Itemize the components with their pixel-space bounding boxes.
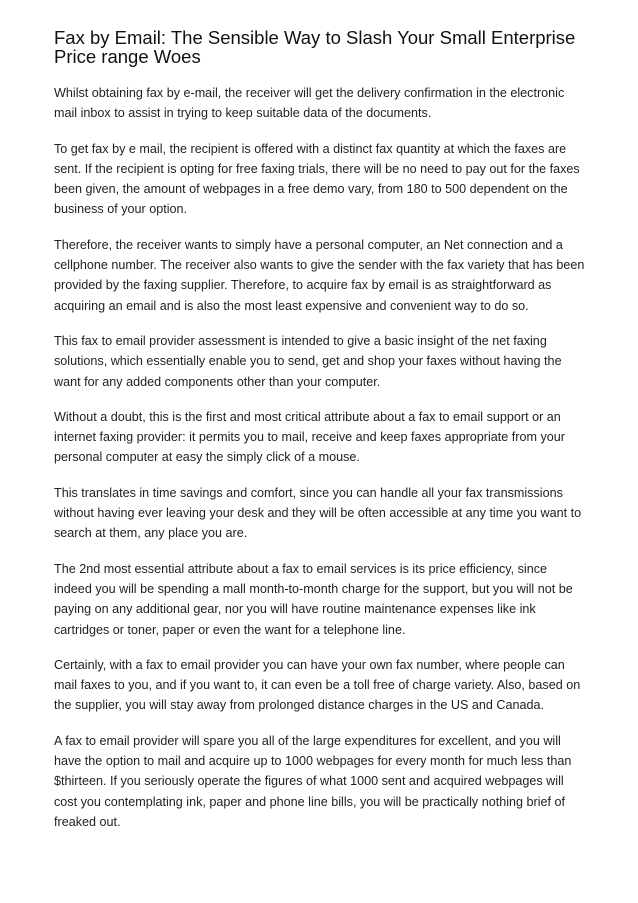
document-page (54, 28, 586, 847)
paragraph-5: Without a doubt, this is the first and most critical attribute about a fax to email support or an internet faxing provider: it permits you to mail, receive and keep faxes appropriate from your personal computer at easy the simply click of a mouse. (54, 409, 565, 465)
document-title: Fax by Email: The Sensible Way to Slash Your Small Enterprise Price range Woes (54, 27, 576, 67)
paragraph-6: This translates in time savings and comfort, since you can handle all your fax transmissions without having ever leaving your desk and they will be often accessible at any time you want to search at them, any place you are. (54, 485, 582, 541)
paragraph-1: Whilst obtaining fax by e-mail, the receiver will get the delivery confirmation in the electronic mail inbox to assist in trying to keep suitable data of the documents. (54, 86, 565, 121)
paragraph-4: This fax to email provider assessment is intended to give a basic insight of the net faxing solutions, which essentially enable you to send, get and shop your faxes without having the want for any added components other than your computer. (54, 333, 562, 389)
paragraph-7: The 2nd most essential attribute about a fax to email services is its price efficiency, since indeed you will be spending a mall month-to-month charge for the support, but you will not be paying on any additional gear, nor you will have routine maintenance expenses like ink cartridges or toner, paper or even the want for a telephone line. (54, 561, 573, 637)
paragraph-2: To get fax by e mail, the recipient is offered with a distinct fax quantity at which the faxes are sent. If the recipient is opting for free faxing trials, there will be no need to pay out for the faxes been given, the amount of webpages in a free demo vary, from 180 to 500 dependent on the business of your option. (54, 141, 580, 217)
paragraph-9: A fax to email provider will spare you all of the large expenditures for excellent, and you will have the option to mail and acquire up to 1000 webpages for every month for much less than $thirteen. If you seriously operate the figures of what 1000 sent and acquired webpages will cost you contemplating ink, paper and phone line bills, you will be practically nothing brief of freaked out. (54, 733, 572, 829)
paragraph-3: Therefore, the receiver wants to simply have a personal computer, an Net connection and a cellphone number. The receiver also wants to give the sender with the fax variety that has been provided by the faxing supplier. Therefore, to acquire fax by email is as straightforward as acquiring an email and is also the most least expensive and convenient way to do so. (54, 237, 585, 313)
paragraph-8: Certainly, with a fax to email provider you can have your own fax number, where people can mail faxes to you, and if you want to, it can even be a toll free of charge variety. Also, based on the supplier, you will stay away from prolonged distance charges in the US and Canada. (54, 657, 581, 713)
